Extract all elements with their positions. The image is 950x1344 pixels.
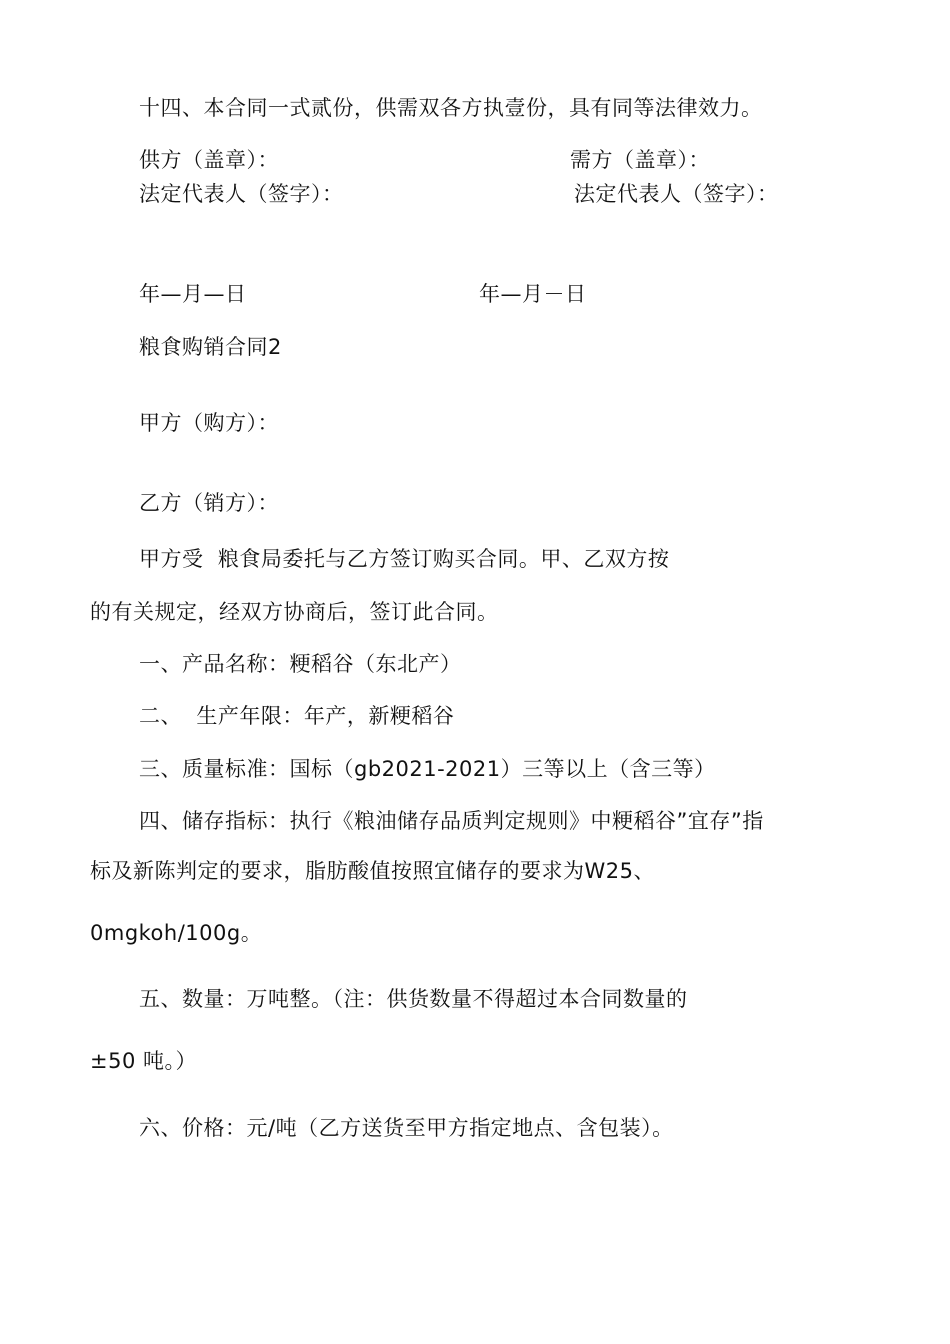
item-4-line-2: 标及新陈判定的要求，脂肪酸值按照宜储存的要求为W25、 xyxy=(90,859,655,883)
item-2: 二、 生产年限：年产，新粳稻谷 xyxy=(139,704,455,728)
item-5-line-2: ±50 吨。） xyxy=(90,1049,197,1073)
item-1: 一、产品名称：粳稻谷（东北产） xyxy=(139,652,462,676)
buyer-seal-label: 需方（盖章）： xyxy=(570,148,710,172)
item-5-line-1: 五、数量：万吨整。（注：供货数量不得超过本合同数量的 xyxy=(139,987,688,1011)
supplier-seal-label: 供方（盖章）： xyxy=(139,148,279,172)
date-right: 年—月－日 xyxy=(479,282,587,306)
supplier-rep-label: 法定代表人（签字）： xyxy=(139,182,344,206)
intro-line-2: 的有关规定，经双方协商后，签订此合同。 xyxy=(90,600,499,624)
item-4-line-3: 0mgkoh/100g。 xyxy=(90,921,263,945)
item-6: 六、价格：元/吨（乙方送货至甲方指定地点、含包装）。 xyxy=(139,1116,674,1140)
party-a-label: 甲方（购方）： xyxy=(139,411,279,435)
clause-14: 十四、本合同一式贰份，供需双各方执壹份，具有同等法律效力。 xyxy=(139,96,763,120)
party-b-label: 乙方（销方）： xyxy=(139,491,279,515)
date-left: 年—月—日 xyxy=(139,282,247,306)
item-4-line-1: 四、储存指标：执行《粮油储存品质判定规则》中粳稻谷”宜存”指 xyxy=(139,809,764,833)
contract-title-2: 粮食购销合同2 xyxy=(139,335,282,359)
intro-line-1: 甲方受 粮食局委托与乙方签订购买合同。甲、乙双方按 xyxy=(139,547,670,571)
buyer-rep-label: 法定代表人（签字）： xyxy=(574,182,779,206)
item-3: 三、质量标准：国标（gb2021-2021）三等以上（含三等） xyxy=(139,757,716,781)
